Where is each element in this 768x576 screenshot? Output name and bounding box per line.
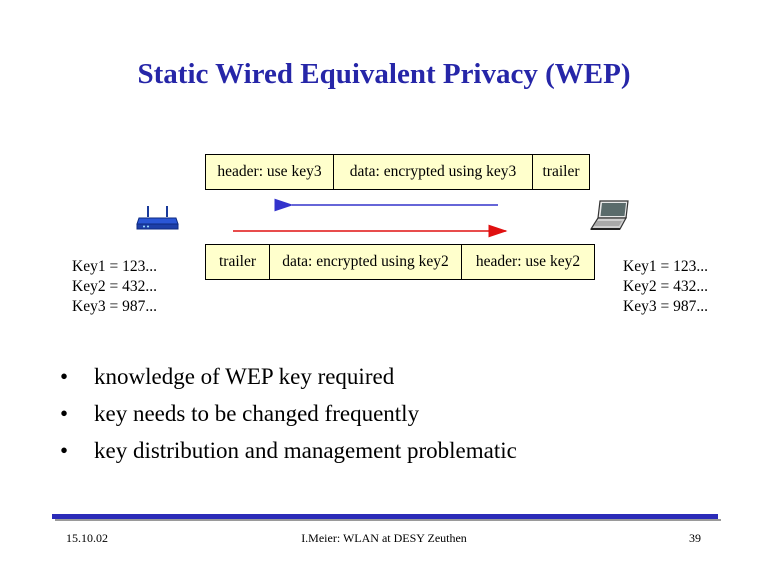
- packet-bottom: [205, 244, 595, 280]
- packet-bottom-trailer: trailer: [206, 245, 270, 279]
- bullet-marker: •: [60, 401, 69, 426]
- bullet-text: key distribution and management problematic: [94, 438, 517, 463]
- bullet-marker: •: [60, 364, 69, 389]
- bullet-list: [60, 364, 517, 475]
- bullet-item: [60, 364, 517, 401]
- access-point-icon: [136, 204, 180, 232]
- footer-date: 15.10.02: [66, 531, 108, 545]
- bullet-text: knowledge of WEP key required: [94, 364, 395, 389]
- key-right-1: Key1 = 123...: [623, 258, 708, 275]
- keys-left: [72, 257, 157, 317]
- bullet-item: [60, 401, 517, 438]
- bullet-marker: •: [60, 438, 69, 463]
- packet-bottom-data: data: encrypted using key2: [270, 245, 462, 279]
- bullet-text: key needs to be changed frequently: [94, 401, 420, 426]
- footer-author: I.Meier: WLAN at DESY Zeuthen: [301, 531, 467, 545]
- packet-bottom-header: header: use key2: [475, 253, 581, 270]
- key-right-3: Key3 = 987...: [623, 298, 708, 315]
- key-left-2: Key2 = 432...: [72, 278, 157, 295]
- key-left-3: Key3 = 987...: [72, 298, 157, 315]
- footer-bar-shadow: [55, 519, 721, 521]
- packet-top-data: data: encrypted using key3: [334, 155, 533, 189]
- page-number: 39: [689, 531, 701, 545]
- keys-right: [623, 257, 708, 317]
- key-right-2: Key2 = 432...: [623, 278, 708, 295]
- packet-top-trailer: trailer: [542, 163, 580, 180]
- laptop-icon: [590, 200, 632, 232]
- packet-top-header: header: use key3: [206, 155, 334, 189]
- footer-bar: [52, 514, 718, 519]
- slide-title: Static Wired Equivalent Privacy (WEP): [137, 58, 631, 90]
- key-left-1: Key1 = 123...: [72, 258, 157, 275]
- bullet-item: [60, 438, 517, 475]
